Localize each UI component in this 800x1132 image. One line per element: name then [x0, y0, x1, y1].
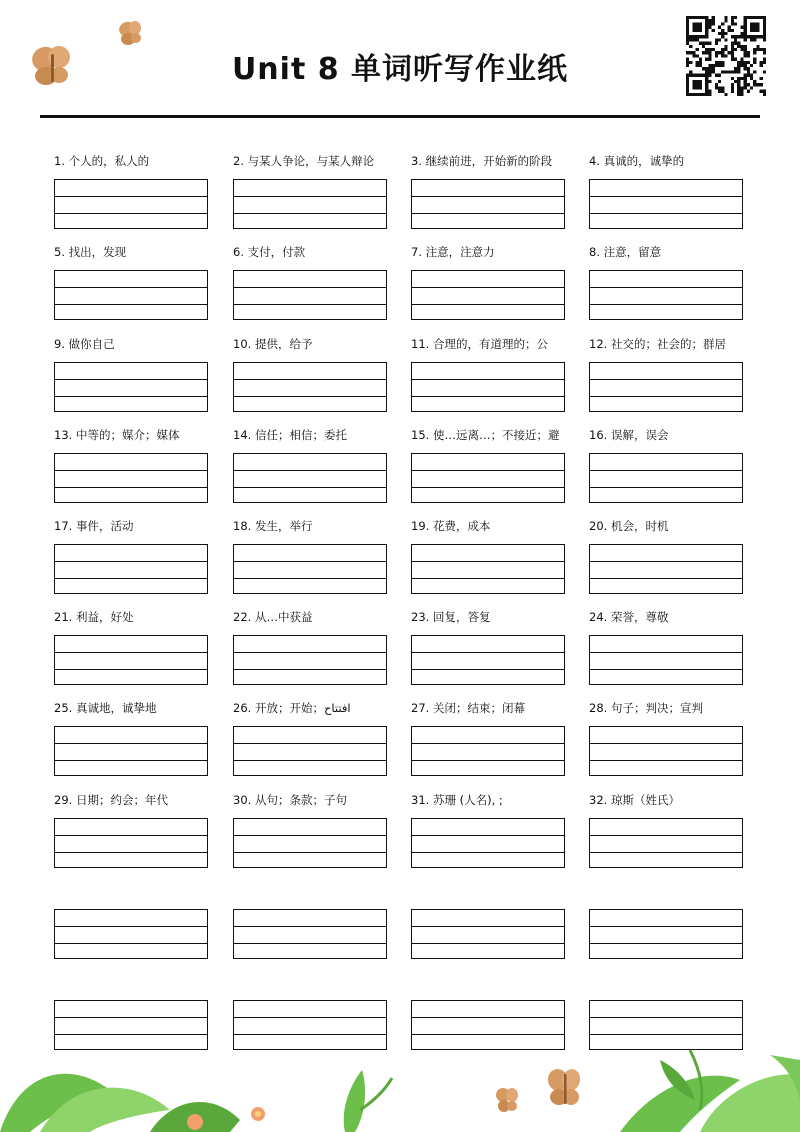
writing-line	[412, 926, 564, 927]
item-prompt: 16. 误解，误会	[589, 428, 669, 442]
answer-lines[interactable]	[54, 270, 208, 320]
answer-lines[interactable]	[54, 635, 208, 685]
writing-line	[234, 487, 386, 488]
writing-line	[234, 1017, 386, 1018]
answer-lines[interactable]	[411, 270, 565, 320]
writing-line	[234, 304, 386, 305]
item-prompt: 23. 回复，答复	[411, 610, 491, 624]
answer-lines[interactable]	[54, 1000, 208, 1050]
item-prompt: 8. 注意，留意	[589, 245, 662, 259]
writing-line	[412, 213, 564, 214]
writing-line	[412, 1034, 564, 1035]
answer-lines[interactable]	[411, 1000, 565, 1050]
writing-line	[55, 743, 207, 744]
writing-line	[234, 578, 386, 579]
writing-line	[55, 379, 207, 380]
writing-line	[55, 487, 207, 488]
item-prompt: 3. 继续前进，开始新的阶段	[411, 154, 553, 168]
answer-lines[interactable]	[233, 818, 387, 868]
item-prompt: 32. 琼斯（姓氏）	[589, 793, 680, 807]
answer-lines[interactable]	[233, 635, 387, 685]
writing-line	[55, 470, 207, 471]
writing-line	[590, 287, 742, 288]
writing-line	[55, 213, 207, 214]
writing-line	[55, 652, 207, 653]
item-prompt: 14. 信任；相信；委托	[233, 428, 347, 442]
writing-line	[412, 760, 564, 761]
writing-line	[234, 379, 386, 380]
answer-lines[interactable]	[589, 726, 743, 776]
answer-lines[interactable]	[54, 362, 208, 412]
answer-lines[interactable]	[589, 270, 743, 320]
writing-line	[234, 760, 386, 761]
item-prompt: 29. 日期；约会；年代	[54, 793, 168, 807]
writing-line	[234, 669, 386, 670]
answer-lines[interactable]	[589, 362, 743, 412]
answer-lines[interactable]	[233, 909, 387, 959]
writing-line	[55, 852, 207, 853]
item-prompt: 18. 发生，举行	[233, 519, 313, 533]
writing-line	[55, 1017, 207, 1018]
item-prompt: 30. 从句；条款；子句	[233, 793, 347, 807]
writing-line	[234, 196, 386, 197]
writing-line	[590, 213, 742, 214]
writing-line	[412, 487, 564, 488]
answer-lines[interactable]	[233, 453, 387, 503]
writing-line	[412, 470, 564, 471]
writing-line	[412, 287, 564, 288]
writing-line	[412, 1017, 564, 1018]
writing-line	[412, 669, 564, 670]
writing-line	[590, 196, 742, 197]
writing-line	[55, 760, 207, 761]
item-prompt: 4. 真诚的，诚挚的	[589, 154, 685, 168]
item-prompt: 15. 使…远离…；不接近；避	[411, 428, 560, 442]
answer-lines[interactable]	[54, 453, 208, 503]
writing-line	[590, 578, 742, 579]
writing-line	[234, 561, 386, 562]
answer-lines[interactable]	[233, 179, 387, 229]
page-title: Unit 8 单词听写作业纸	[231, 52, 569, 87]
writing-line	[234, 852, 386, 853]
answer-lines[interactable]	[54, 909, 208, 959]
writing-line	[590, 852, 742, 853]
writing-line	[55, 1034, 207, 1035]
item-prompt: 22. 从…中获益	[233, 610, 313, 624]
answer-lines[interactable]	[589, 179, 743, 229]
butterfly-icon	[545, 1066, 585, 1110]
item-prompt: 2. 与某人争论，与某人辩论	[233, 154, 375, 168]
writing-line	[234, 835, 386, 836]
item-prompt: 28. 句子；判决；宣判	[589, 701, 703, 715]
writing-line	[55, 287, 207, 288]
answer-lines[interactable]	[233, 726, 387, 776]
writing-line	[590, 669, 742, 670]
answer-lines[interactable]	[233, 1000, 387, 1050]
answer-lines[interactable]	[411, 635, 565, 685]
writing-line	[55, 926, 207, 927]
writing-line	[590, 943, 742, 944]
item-prompt: 6. 支付，付款	[233, 245, 306, 259]
writing-line	[234, 213, 386, 214]
writing-line	[590, 760, 742, 761]
answer-lines[interactable]	[589, 1000, 743, 1050]
writing-line	[412, 379, 564, 380]
writing-line	[55, 304, 207, 305]
item-prompt: 24. 荣誉，尊敬	[589, 610, 669, 624]
writing-line	[234, 287, 386, 288]
answer-lines[interactable]	[589, 818, 743, 868]
writing-line	[234, 743, 386, 744]
writing-line	[412, 196, 564, 197]
answer-lines[interactable]	[411, 544, 565, 594]
writing-line	[412, 396, 564, 397]
item-prompt: 26. 开放；开始；افتتاح	[233, 701, 351, 715]
answer-lines[interactable]	[233, 544, 387, 594]
writing-line	[412, 578, 564, 579]
writing-line	[590, 396, 742, 397]
answer-lines[interactable]	[589, 544, 743, 594]
writing-line	[55, 943, 207, 944]
answer-lines[interactable]	[54, 544, 208, 594]
writing-line	[55, 396, 207, 397]
item-prompt: 11. 合理的，有道理的；公	[411, 337, 548, 351]
item-prompt: 10. 提供，给予	[233, 337, 313, 351]
writing-line	[412, 561, 564, 562]
item-prompt: 13. 中等的；媒介；媒体	[54, 428, 180, 442]
writing-line	[234, 1034, 386, 1035]
writing-line	[590, 470, 742, 471]
writing-line	[55, 196, 207, 197]
item-prompt: 5. 找出，发现	[54, 245, 127, 259]
answer-lines[interactable]	[411, 909, 565, 959]
answer-lines[interactable]	[54, 818, 208, 868]
item-prompt: 19. 花费，成本	[411, 519, 491, 533]
answer-lines[interactable]	[589, 909, 743, 959]
writing-line	[234, 652, 386, 653]
writing-line	[590, 1017, 742, 1018]
writing-line	[590, 561, 742, 562]
writing-line	[55, 561, 207, 562]
writing-line	[412, 652, 564, 653]
writing-line	[234, 470, 386, 471]
writing-line	[412, 852, 564, 853]
butterfly-icon	[494, 1085, 522, 1115]
writing-line	[234, 396, 386, 397]
writing-line	[412, 943, 564, 944]
answer-lines[interactable]	[589, 635, 743, 685]
writing-line	[590, 1034, 742, 1035]
answer-lines[interactable]	[411, 179, 565, 229]
item-prompt: 12. 社交的；社会的；群居	[589, 337, 726, 351]
writing-line	[590, 652, 742, 653]
answer-lines[interactable]	[233, 362, 387, 412]
writing-line	[412, 743, 564, 744]
answer-lines[interactable]	[54, 726, 208, 776]
writing-line	[590, 835, 742, 836]
writing-line	[590, 487, 742, 488]
item-prompt: 25. 真诚地，诚挚地	[54, 701, 157, 715]
writing-line	[234, 943, 386, 944]
writing-line	[55, 578, 207, 579]
writing-line	[590, 926, 742, 927]
writing-line	[412, 304, 564, 305]
answer-lines[interactable]	[411, 453, 565, 503]
answer-lines[interactable]	[589, 453, 743, 503]
item-prompt: 31. 苏珊 (人名), ;	[411, 793, 503, 807]
item-prompt: 9. 做你自己	[54, 337, 115, 351]
item-prompt: 20. 机会，时机	[589, 519, 669, 533]
writing-line	[234, 926, 386, 927]
answer-lines[interactable]	[411, 726, 565, 776]
writing-line	[590, 379, 742, 380]
writing-line	[590, 743, 742, 744]
writing-line	[55, 835, 207, 836]
answer-lines[interactable]	[411, 818, 565, 868]
item-prompt: 27. 关闭；结束；闭幕	[411, 701, 525, 715]
item-prompt: 7. 注意，注意力	[411, 245, 495, 259]
answer-lines[interactable]	[54, 179, 208, 229]
answer-lines[interactable]	[411, 362, 565, 412]
writing-line	[55, 669, 207, 670]
answer-lines[interactable]	[233, 270, 387, 320]
writing-line	[590, 304, 742, 305]
writing-line	[412, 835, 564, 836]
item-prompt: 17. 事件，活动	[54, 519, 134, 533]
item-prompt: 1. 个人的，私人的	[54, 154, 150, 168]
item-prompt: 21. 利益，好处	[54, 610, 134, 624]
